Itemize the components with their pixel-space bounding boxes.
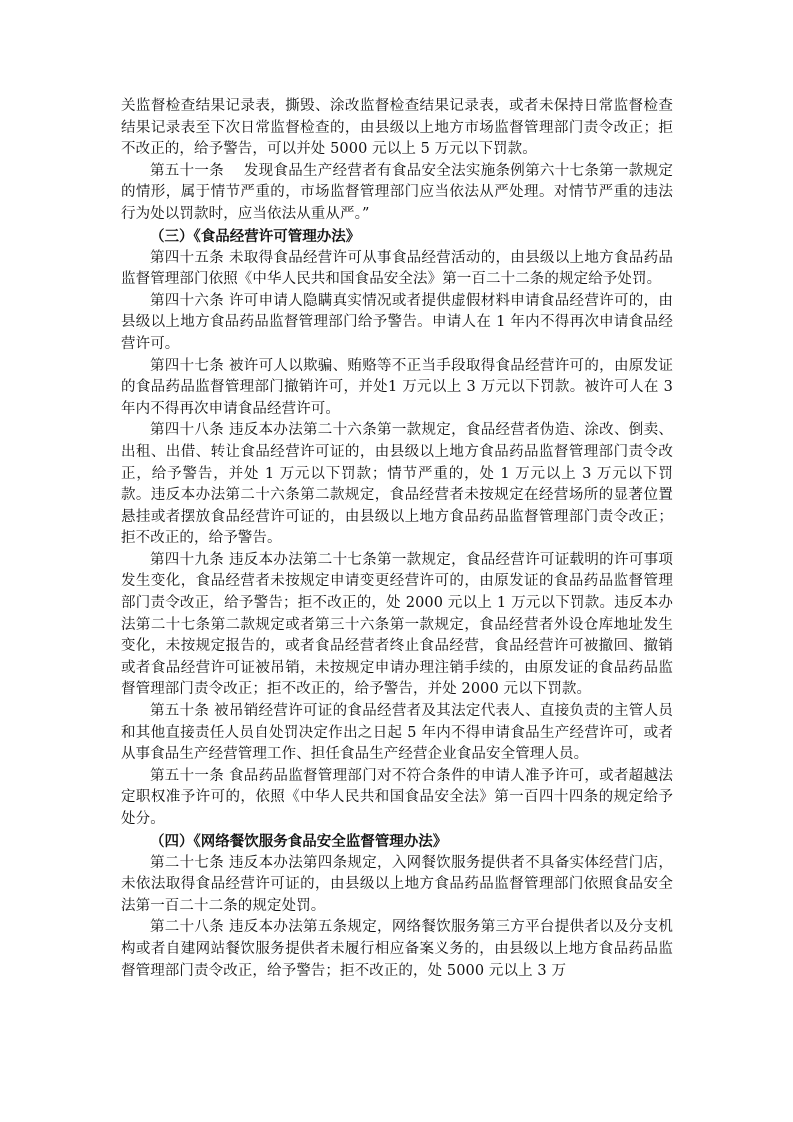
article-51-paragraph: 第五十一条 发现食品生产经营者有食品安全法实施条例第六十七条第一款规定的情形，属于情节严重的，市场监督管理部门应当依法从严处理。对情节严重的违法行为处以罚款时，应当依法从重从严。” <box>121 162 673 222</box>
document-page <box>121 96 673 982</box>
article-49-paragraph: 第四十九条 违反本办法第二十七条第一款规定，食品经营许可证载明的许可事项发生变化，食品经营者未按规定申请变更经营许可的，由原发证的食品药品监督管理部门责令改正，给予警告；拒不改正的，处 2000 元以上 1 万元以下罚款。违反本办法第二十七条第二款规定或者第三十六条第一款规定，食品经营者外设仓库地址发生变化，未按规定报告的，或者食品经营者终止食品经营，食品经营许可被撤回、撤销或者食品经营许可证被吊销，未按规定申请办理注销手续的，由原发证的食品药品监督管理部门责令改正；拒不改正的，给予警告，并处 2000 元以下罚款。 <box>121 551 673 698</box>
article-45-paragraph: 第四十五条 未取得食品经营许可从事食品经营活动的，由县级以上地方食品药品监督管理部门依照《中华人民共和国食品安全法》第一百二十二条的规定给予处罚。 <box>121 249 673 288</box>
section-heading-4: （四）《网络餐饮服务食品安全监督管理办法》 <box>150 833 448 850</box>
article-48-paragraph: 第四十八条 违反本办法第二十六条第一款规定，食品经营者伪造、涂改、倒卖、出租、出借、转让食品经营许可证的，由县级以上地方食品药品监督管理部门责令改正，给予警告，并处 1 万元以下罚款；情节严重的，处 1 万元以上 3 万元以下罚款。违反本办法第二十六条第二款规定，食品经营者未按规定在经营场所的显著位置悬挂或者摆放食品经营许可证的，由县级以上地方食品药品监督管理部门责令改正；拒不改正的，给予警告。 <box>121 422 673 547</box>
article-47-paragraph: 第四十七条 被许可人以欺骗、贿赂等不正当手段取得食品经营许可的，由原发证的食品药品监督管理部门撤销许可，并处1 万元以上 3 万元以下罚款。被许可人在 3 年内不得再次申请食品经营许可。 <box>121 357 673 417</box>
section-heading-3: （三）《食品经营许可管理办法》 <box>150 228 361 245</box>
article-51b-paragraph: 第五十一条 食品药品监督管理部门对不符合条件的申请人准予许可，或者超越法定职权准予许可的，依照《中华人民共和国食品安全法》第一百四十四条的规定给予处分。 <box>121 767 673 827</box>
article-46-paragraph: 第四十六条 许可申请人隐瞒真实情况或者提供虚假材料申请食品经营许可的，由县级以上地方食品药品监督管理部门给予警告。申请人在 1 年内不得再次申请食品经营许可。 <box>121 292 673 352</box>
article-27-paragraph: 第二十七条 违反本办法第四条规定，入网餐饮服务提供者不具备实体经营门店，未依法取得食品经营许可证的，由县级以上地方食品药品监督管理部门依照食品安全法第一百二十二条的规定处罚。 <box>121 854 673 914</box>
article-50-paragraph: 第五十条 被吊销经营许可证的食品经营者及其法定代表人、直接负责的主管人员和其他直接责任人员自处罚决定作出之日起 5 年内不得申请食品生产经营许可，或者从事食品生产经营管理工作、担任食品生产经营企业食品安全管理人员。 <box>121 703 673 763</box>
paragraph-continued: 关监督检查结果记录表，撕毁、涂改监督检查结果记录表，或者未保持日常监督检查结果记录表至下次日常监督检查的，由县级以上地方市场监督管理部门责令改正；拒不改正的，给予警告，可以并处 5000 元以上 5 万元以下罚款。 <box>121 98 673 158</box>
article-28-paragraph: 第二十八条 违反本办法第五条规定，网络餐饮服务第三方平台提供者以及分支机构或者自建网站餐饮服务提供者未履行相应备案义务的，由县级以上地方食品药品监督管理部门责令改正，给予警告；拒不改正的，处 5000 元以上 3 万 <box>121 919 673 979</box>
